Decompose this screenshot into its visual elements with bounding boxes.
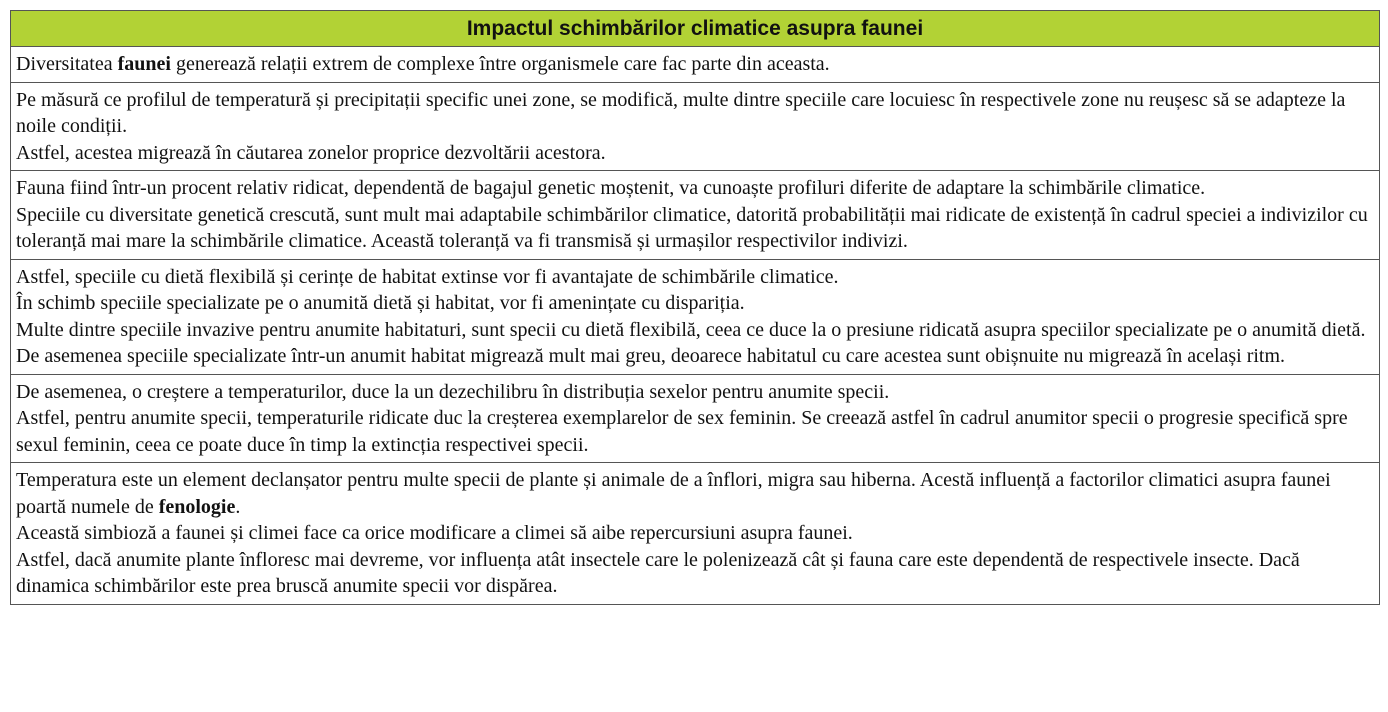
climate-impact-table: [10, 10, 1380, 605]
text: Astfel, acestea migrează în căutarea zonelor proprice dezvoltării acestora.: [16, 141, 606, 164]
text: Astfel, speciile cu dietă flexibilă și cerințe de habitat extinse vor fi avantajate de schimbările climatice.: [16, 265, 839, 288]
text: În schimb speciile specializate pe o anumită dietă și habitat, vor fi amenințate cu dispariția.: [16, 292, 745, 314]
paragraph-line: [16, 202, 1374, 255]
paragraph-line: [16, 467, 1374, 520]
paragraph-line: [16, 343, 1374, 370]
table-row: [11, 171, 1379, 260]
text: Pe măsură ce profilul de temperatură și precipitații specific unei zone, se modifică, multe dintre speciile care locuiesc în respectivele zone nu reușesc să se adapteze la noile condiții.: [16, 88, 1346, 137]
text: Această simbioză a faunei și climei face ca orice modificare a climei să aibe repercursiuni asupra faunei.: [16, 522, 853, 544]
text: Temperatura este un element declanșator pentru multe specii de plante și animale de a înflori, migra sau hiberna. Acestă influență a factorilor climatici asupra faunei poartă numele de: [16, 469, 1331, 518]
paragraph-line: [16, 87, 1374, 140]
table-title: Impactul schimbărilor climatice asupra faunei: [11, 11, 1379, 47]
text: Astfel, pentru anumite specii, temperaturile ridicate duc la creșterea exemplarelor de sex feminin. Se creează astfel în cadrul anumitor specii o progresie specifică spre sexul feminin, ceea ce poate duce în timp la extincția respectivei specii.: [16, 407, 1348, 456]
text: De asemenea, o creștere a temperaturilor, duce la un dezechilibru în distribuția sexelor pentru anumite specii.: [16, 380, 890, 403]
paragraph-line: [16, 290, 1374, 317]
text: Multe dintre speciile invazive pentru anumite habitaturi, sunt specii cu dietă flexibilă, ceea ce duce la o presiune ridicată asupra speciilor specializate pe o anumită dietă.: [16, 318, 1366, 341]
paragraph-line: [16, 520, 1374, 547]
text: Fauna fiind într-un procent relativ ridicat, dependentă de bagajul genetic moștenit, va cunoaște profiluri diferite de adaptare la schimbările climatice.: [16, 177, 1206, 199]
paragraph-line: [16, 317, 1374, 344]
paragraph-line: [16, 175, 1374, 202]
paragraph-line: [16, 547, 1374, 600]
table-row: [11, 375, 1379, 464]
text: generează relații extrem de complexe între organismele care fac parte din aceasta.: [170, 53, 830, 75]
text: .: [235, 495, 241, 518]
text: Diversitatea: [16, 53, 118, 75]
paragraph-line: [16, 140, 1374, 167]
table-row: [11, 83, 1379, 172]
bold-term: faunei: [117, 53, 171, 75]
table-row: [11, 260, 1379, 375]
bold-term: fenologie: [158, 495, 236, 518]
paragraph-line: [16, 405, 1374, 458]
table-row: [11, 463, 1379, 604]
table-row: [11, 47, 1379, 83]
text: De asemenea speciile specializate într-un anumit habitat migrează mult mai greu, deoarece habitatul cu care acestea sunt obișnuite nu migrează în același ritm.: [16, 345, 1286, 367]
paragraph-line: [16, 264, 1374, 291]
paragraph-line: [16, 379, 1374, 406]
text: Astfel, dacă anumite plante înfloresc mai devreme, vor influența atât insectele care le polenizează cât și fauna care este dependentă de respectivele insecte. Dacă dinamica schimbărilor este prea bruscă anumite specii vor dispărea.: [16, 548, 1300, 597]
text: Speciile cu diversitate genetică crescută, sunt mult mai adaptabile schimbărilor climatice, datorită probabilității mai ridicate de existență în cadrul speciei a indivizilor cu toleranță mai mare la schimbările climatice. Această toleranță va fi transmisă și urmașilor respectivilor indivizi.: [16, 203, 1368, 252]
paragraph-line: [16, 51, 1374, 78]
table-body: [11, 47, 1379, 604]
